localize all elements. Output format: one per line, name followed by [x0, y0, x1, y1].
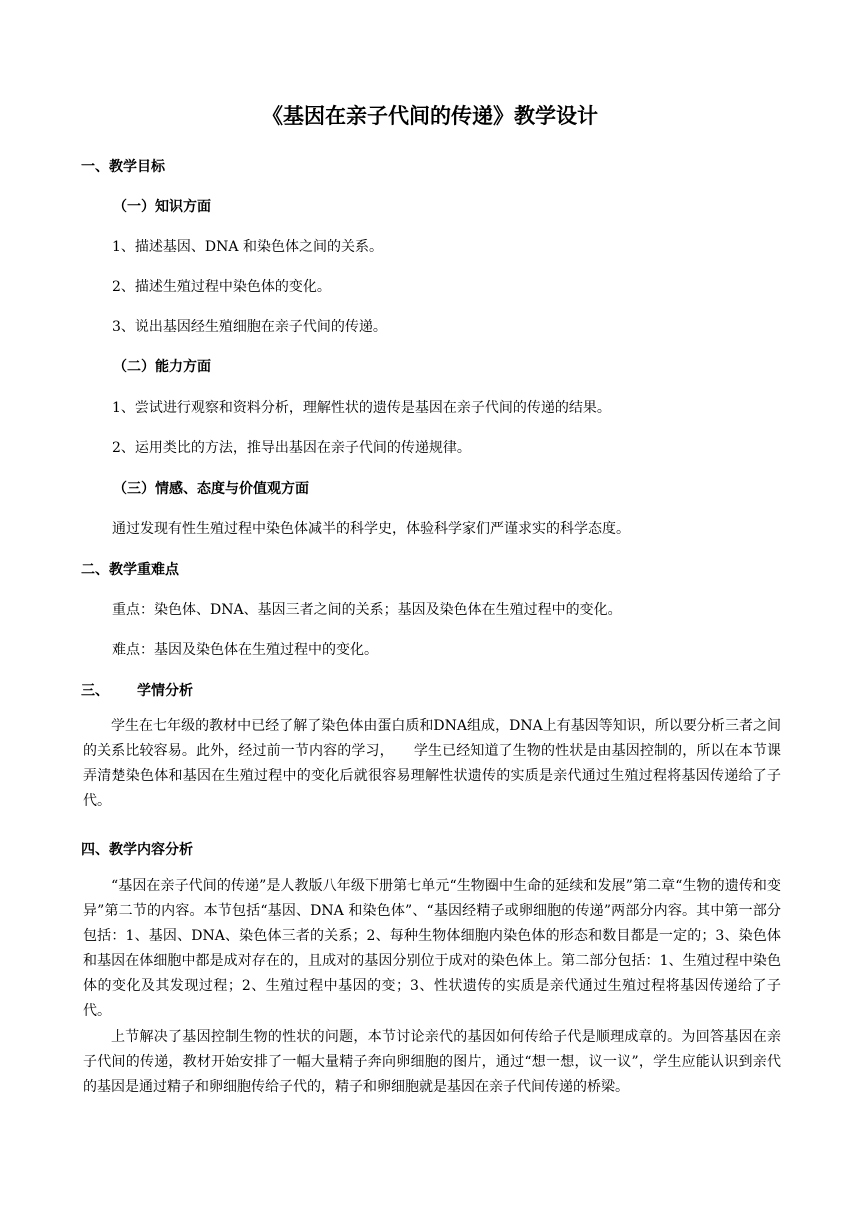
attitude-item-1: 通过发现有性生殖过程中染色体减半的科学史，体验科学家们严谨求实的科学态度。 — [112, 521, 630, 537]
student-analysis-part-b: 学生已经知道了生物的性状是由基因控制的，所以在本节课弄清楚染色体和基因在生殖过程中的变化后就很容易理解性状遗传的实质是亲代通过生殖过程将基因传递给了子代。 — [83, 743, 781, 809]
student-analysis-paragraph — [83, 714, 781, 814]
knowledge-item-1: 1、描述基因、DNA 和染色体之间的关系。 — [112, 239, 383, 255]
content-analysis-paragraph-1: “基因在亲子代间的传递”是人教版八年级下册第七单元“生物圈中生命的延续和发展”第二章“生物的遗传和变异”第二节的内容。本节包括“基因、DNA 和染色体”、“基因经精子或卵细胞的传递”两部分内容。其中第一部分包括：1、基因、DNA、染色体三者的关系；2、每种生物体细胞内染色体的形态和数目都是一定的；3、染色体和基因在体细胞中都是成对存在的，且成对的基因分别位于成对的染色体上。第二部分包括：1、生殖过程中染色体的变化及其发现过程；2、生殖过程中基因的变；3、性状遗传的实质是亲代通过生殖过程将基因传递给了子代。 — [83, 878, 781, 1019]
student-analysis-part-a: 学生在七年级的教材中已经了解了染色体由蛋白质和DNA组成，DNA上有基因等知识，所以要分析三者之间的关系比较容易。此外，经过前一节内容的学习， — [83, 718, 781, 759]
subsection-heading-ability: （二）能力方面 — [113, 359, 211, 375]
difficult-point-item: 难点：基因及染色体在生殖过程中的变化。 — [112, 642, 378, 658]
document-title: 《基因在亲子代间的传递》教学设计 — [262, 103, 598, 128]
subsection-heading-knowledge: （一）知识方面 — [113, 199, 211, 215]
section-heading-teaching-goals: 一、教学目标 — [81, 159, 165, 175]
section-heading-key-points: 二、教学重难点 — [81, 562, 179, 578]
knowledge-item-2: 2、描述生殖过程中染色体的变化。 — [112, 279, 331, 295]
key-point-item: 重点：染色体、DNA、基因三者之间的关系；基因及染色体在生殖过程中的变化。 — [112, 602, 622, 618]
section-heading-student-analysis — [81, 681, 193, 701]
section-heading-content-analysis: 四、教学内容分析 — [81, 842, 193, 858]
knowledge-item-3: 3、说出基因经生殖细胞在亲子代间的传递。 — [112, 319, 387, 335]
section-number: 三、 — [81, 683, 109, 699]
ability-item-2: 2、运用类比的方法，推导出基因在亲子代间的传递规律。 — [112, 440, 471, 456]
content-analysis-paragraph-2: 上节解决了基因控制生物的性状的问题，本节讨论亲代的基因如何传给子代是顺理成章的。为回答基因在亲子代间的传递，教材开始安排了一幅大量精子奔向卵细胞的图片，通过“想一想，议一议”，学生应能认识到亲代的基因是通过精子和卵细胞传给子代的，精子和卵细胞就是基因在亲子代间传递的桥梁。 — [83, 1029, 781, 1095]
subsection-heading-attitude: （三）情感、态度与价值观方面 — [113, 481, 309, 497]
ability-item-1: 1、尝试进行观察和资料分析，理解性状的遗传是基因在亲子代间的传递的结果。 — [112, 400, 611, 416]
section-title: 学情分析 — [137, 683, 193, 699]
